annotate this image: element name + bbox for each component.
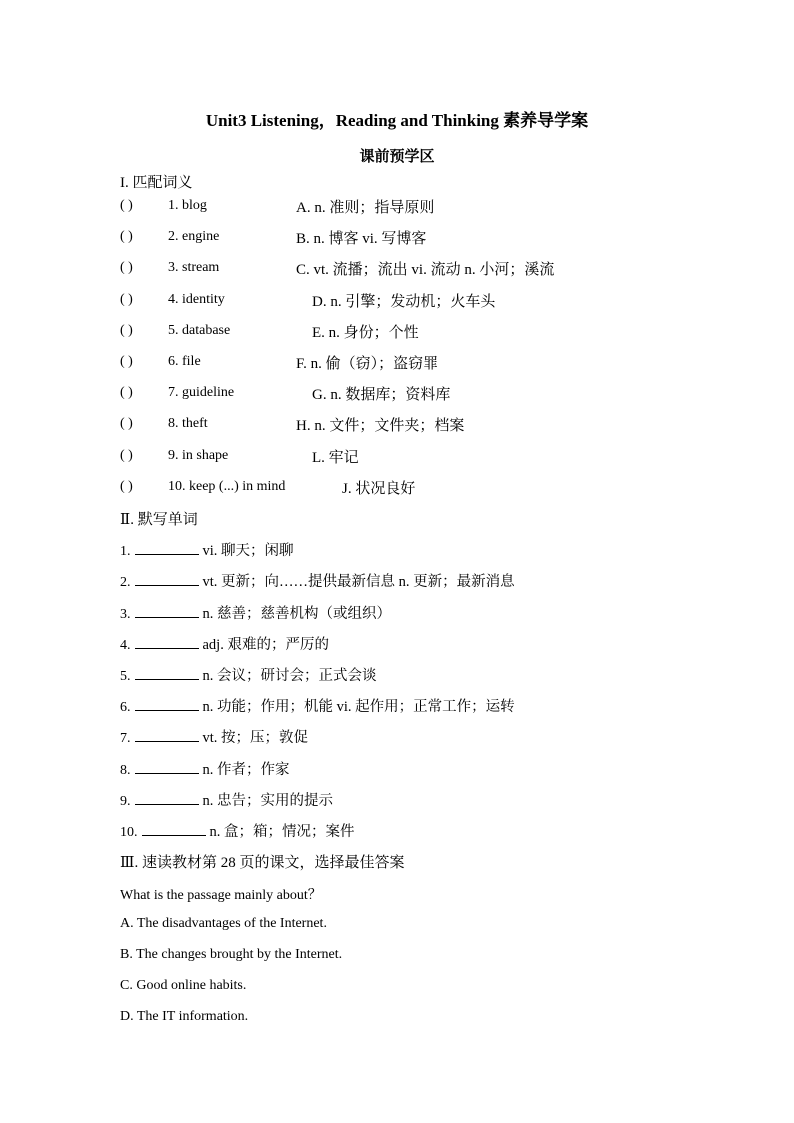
item-number: 2.	[120, 575, 131, 590]
item-definition: n. 慈善；慈善机构（或组织）	[202, 606, 391, 622]
item-number: 3.	[120, 607, 131, 622]
item-definition: vt. 按；压；敦促	[202, 730, 309, 746]
dictation-item	[120, 695, 515, 716]
dictation-item	[120, 789, 333, 810]
match-definition: G. n. 数据库；资料库	[312, 387, 451, 403]
option-a[interactable]: A. The disadvantages of the Internet.	[120, 916, 327, 931]
answer-bracket[interactable]: ( )	[120, 354, 133, 369]
item-definition: n. 功能；作用；机能 vi. 起作用；正常工作；运转	[202, 699, 515, 715]
match-word: 10. keep (...) in mind	[168, 479, 286, 494]
match-definition: E. n. 身份；个性	[312, 325, 419, 341]
match-word: 5. database	[168, 323, 231, 338]
dictation-item	[120, 539, 294, 560]
match-definition: D. n. 引擎；发动机；火车头	[312, 294, 496, 310]
dictation-item	[120, 633, 329, 654]
match-definition: C. vt. 流播；流出 vi. 流动 n. 小河；溪流	[296, 262, 555, 278]
item-definition: n. 忠告；实用的提示	[202, 793, 333, 809]
match-word: 3. stream	[168, 260, 220, 275]
option-d[interactable]: D. The IT information.	[120, 1009, 249, 1024]
item-definition: vi. 聊天；闲聊	[202, 543, 294, 559]
item-number: 9.	[120, 794, 131, 809]
match-definition: B. n. 博客 vi. 写博客	[296, 231, 427, 247]
match-word: 7. guideline	[168, 385, 235, 400]
match-definition: L. 牢记	[312, 450, 359, 466]
item-definition: n. 会议；研讨会；正式会谈	[202, 668, 377, 684]
dictation-item	[120, 726, 308, 747]
item-number: 5.	[120, 669, 131, 684]
answer-blank[interactable]	[135, 573, 199, 586]
match-definition: A. n. 准则；指导原则	[296, 200, 435, 216]
item-number: 1.	[120, 544, 131, 559]
dictation-item	[120, 570, 515, 591]
answer-bracket[interactable]: ( )	[120, 385, 133, 400]
match-definition: J. 状况良好	[342, 481, 416, 497]
match-word: 6. file	[168, 354, 201, 369]
answer-blank[interactable]	[135, 761, 199, 774]
item-definition: n. 作者；作家	[202, 762, 290, 778]
answer-blank[interactable]	[142, 823, 206, 836]
answer-blank[interactable]	[135, 792, 199, 805]
dictation-item	[120, 758, 290, 779]
item-definition: n. 盒；箱；情况；案件	[209, 824, 355, 840]
section1-heading: I. 匹配词义	[120, 175, 193, 191]
dictation-item	[120, 820, 355, 841]
item-number: 10.	[120, 825, 138, 840]
answer-bracket[interactable]: ( )	[120, 416, 133, 431]
match-definition: H. n. 文件；文件夹；档案	[296, 418, 465, 434]
option-b[interactable]: B. The changes brought by the Internet.	[120, 947, 343, 962]
answer-bracket[interactable]: ( )	[120, 448, 133, 463]
answer-blank[interactable]	[135, 542, 199, 555]
item-number: 4.	[120, 638, 131, 653]
answer-bracket[interactable]: ( )	[120, 479, 133, 494]
reading-question: What is the passage mainly about？	[120, 888, 322, 903]
match-word: 9. in shape	[168, 448, 229, 463]
match-word: 1. blog	[168, 198, 207, 213]
answer-bracket[interactable]: ( )	[120, 229, 133, 244]
answer-blank[interactable]	[135, 729, 199, 742]
item-number: 7.	[120, 731, 131, 746]
dictation-item	[120, 602, 391, 623]
answer-bracket[interactable]: ( )	[120, 292, 133, 307]
answer-bracket[interactable]: ( )	[120, 323, 133, 338]
section3-heading: Ⅲ. 速读教材第 28 页的课文，选择最佳答案	[120, 855, 405, 871]
item-number: 8.	[120, 763, 131, 778]
page-title: Unit3 Listening，Reading and Thinking 素养导学案	[205, 111, 589, 130]
answer-blank[interactable]	[135, 636, 199, 649]
answer-bracket[interactable]: ( )	[120, 198, 133, 213]
answer-bracket[interactable]: ( )	[120, 260, 133, 275]
answer-blank[interactable]	[135, 605, 199, 618]
dictation-item	[120, 664, 377, 685]
page-subtitle: 课前预学区	[359, 149, 435, 165]
option-c[interactable]: C. Good online habits.	[120, 978, 247, 993]
section2-heading: Ⅱ. 默写单词	[120, 512, 198, 528]
match-word: 2. engine	[168, 229, 220, 244]
match-word: 8. theft	[168, 416, 208, 431]
item-definition: vt. 更新；向……提供最新信息 n. 更新；最新消息	[202, 574, 515, 590]
item-number: 6.	[120, 700, 131, 715]
item-definition: adj. 艰难的；严厉的	[202, 637, 329, 653]
match-definition: F. n. 偷（窃）；盗窃罪	[296, 356, 439, 372]
answer-blank[interactable]	[135, 698, 199, 711]
match-word: 4. identity	[168, 292, 225, 307]
answer-blank[interactable]	[135, 667, 199, 680]
